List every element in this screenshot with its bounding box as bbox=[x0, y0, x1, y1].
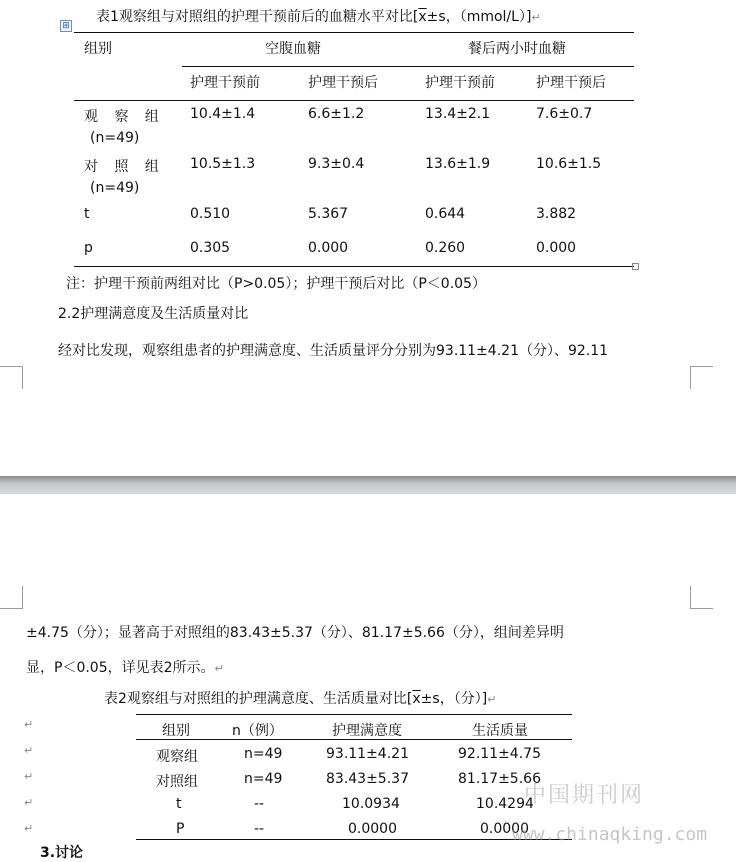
table1-cell: 0.000 bbox=[308, 240, 349, 256]
table1-cell: 0.305 bbox=[190, 240, 231, 256]
paragraph-line bbox=[26, 657, 224, 677]
table2-cell: 10.0934 bbox=[342, 796, 400, 812]
table1-cell: 0.510 bbox=[190, 206, 231, 222]
table1-mid-rule bbox=[182, 66, 634, 67]
watermark-url: www.chinaqking.com bbox=[512, 824, 708, 845]
table2-header-cell: n（例） bbox=[232, 723, 283, 739]
page-break-gap bbox=[0, 476, 736, 494]
table1-note: 注：护理干预前两组对比（P>0.05）；护理干预后对比（P＜0.05） bbox=[66, 276, 486, 292]
table2-cell: 观察组 bbox=[156, 749, 198, 765]
paragraph-mark-icon: ↵ bbox=[24, 770, 34, 783]
table1-title-suffix: ±s，（mmol/L）] bbox=[426, 9, 532, 25]
table1-header-group: 组别 bbox=[84, 41, 112, 57]
table1-title bbox=[96, 6, 541, 26]
table1-header-rule bbox=[74, 100, 634, 101]
table1-cell: 0.260 bbox=[425, 240, 466, 256]
table1-cell: 0.644 bbox=[425, 206, 466, 222]
table1-cell: 7.6±0.7 bbox=[536, 106, 593, 122]
table2-cell: n=49 bbox=[244, 771, 283, 787]
table1-cell: 13.6±1.9 bbox=[425, 156, 491, 172]
table2-title-suffix: ±s，（分）] bbox=[420, 691, 488, 707]
table1-row-sublabel: (n=49) bbox=[90, 130, 140, 146]
table1-subheader-after-2: 护理干预后 bbox=[536, 75, 606, 91]
table2-header-cell: 生活质量 bbox=[472, 723, 528, 739]
crop-mark-icon bbox=[0, 366, 23, 389]
table1-header-postprandial: 餐后两小时血糖 bbox=[468, 41, 566, 57]
crop-mark-icon bbox=[690, 366, 713, 389]
table2-header-cell: 护理满意度 bbox=[332, 723, 402, 739]
table2-bottom-rule bbox=[136, 839, 572, 840]
watermark-text: 中国期刊网 bbox=[524, 783, 645, 808]
table1-row-sublabel: (n=49) bbox=[90, 180, 140, 196]
table1-header-fasting: 空腹血糖 bbox=[265, 41, 321, 57]
table1-top-rule bbox=[74, 32, 634, 33]
document-page-2 bbox=[0, 494, 736, 861]
table1-row-label: 观 察 组 bbox=[84, 109, 165, 125]
table2-cell: P bbox=[176, 821, 185, 837]
table1-bottom-rule bbox=[74, 266, 634, 267]
mean-symbol: $\overline{x}$ bbox=[412, 691, 421, 707]
paragraph-mark-icon: ↵ bbox=[24, 822, 34, 835]
table1-subheader-after-1: 护理干预后 bbox=[308, 75, 378, 91]
table2-cell: t bbox=[176, 796, 182, 812]
next-section-heading: 3.讨论 bbox=[40, 845, 84, 861]
table1-cell: 0.000 bbox=[536, 240, 577, 256]
table1-row-label: p bbox=[84, 240, 93, 256]
table1-cell: 13.4±2.1 bbox=[425, 106, 491, 122]
mean-symbol: $\overline{x}$ bbox=[418, 9, 427, 25]
table2-cell: 81.17±5.66 bbox=[458, 771, 541, 787]
table2-cell: 10.4294 bbox=[476, 796, 534, 812]
table1-cell: 6.6±1.2 bbox=[308, 106, 365, 122]
paragraph-mark-icon: ↵ bbox=[214, 662, 224, 675]
paragraph-mark-icon: ↵ bbox=[24, 718, 34, 731]
paragraph-line-text: 显，P＜0.05，详见表2所示。 bbox=[26, 660, 215, 676]
table2-title bbox=[104, 688, 496, 708]
table2-top-rule bbox=[136, 714, 572, 715]
table1-row-label: t bbox=[84, 206, 90, 222]
section-heading: 2.2护理满意度及生活质量对比 bbox=[58, 306, 249, 322]
crop-mark-icon bbox=[0, 586, 23, 609]
table1-cell: 3.882 bbox=[536, 206, 577, 222]
table-resize-handle-icon[interactable] bbox=[632, 263, 639, 270]
table2-cell: 0.0000 bbox=[348, 821, 397, 837]
paragraph-mark-icon: ↵ bbox=[24, 744, 34, 757]
table2-cell: 0.0000 bbox=[480, 821, 529, 837]
paragraph-line: 经对比发现，观察组患者的护理满意度、生活质量评分分别为93.11±4.21（分）、92.11 bbox=[58, 343, 609, 359]
table2-cell: n=49 bbox=[244, 746, 283, 762]
table1-cell: 10.6±1.5 bbox=[536, 156, 602, 172]
table1-row-label: 对 照 组 bbox=[84, 159, 165, 175]
table2-cell: -- bbox=[254, 796, 265, 812]
paragraph-mark-icon: ↵ bbox=[24, 796, 34, 809]
paragraph-mark-icon: ↵ bbox=[531, 11, 541, 24]
table2-cell: -- bbox=[254, 821, 265, 837]
table2-cell: 对照组 bbox=[156, 774, 198, 790]
table2-cell: 92.11±4.75 bbox=[458, 746, 541, 762]
table1-cell: 10.4±1.4 bbox=[190, 106, 256, 122]
table2-cell: 93.11±4.21 bbox=[326, 746, 409, 762]
table1-subheader-before-1: 护理干预前 bbox=[190, 75, 260, 91]
table-move-handle-icon[interactable]: ⊞ bbox=[60, 20, 72, 32]
table1-title-text: 表1观察组与对照组的护理干预前后的血糖水平对比[ bbox=[96, 9, 419, 25]
table1-subheader-before-2: 护理干预前 bbox=[425, 75, 495, 91]
table1-cell: 10.5±1.3 bbox=[190, 156, 256, 172]
table2-cell: 83.43±5.37 bbox=[326, 771, 409, 787]
table2-title-text: 表2观察组与对照组的护理满意度、生活质量对比[ bbox=[104, 691, 413, 707]
crop-mark-icon bbox=[690, 586, 713, 609]
paragraph-mark-icon: ↵ bbox=[487, 693, 497, 706]
table2-header-cell: 组别 bbox=[162, 723, 190, 739]
table1-cell: 5.367 bbox=[308, 206, 349, 222]
paragraph-line: ±4.75（分）；显著高于对照组的83.43±5.37（分）、81.17±5.66（分），组间差异明 bbox=[26, 625, 564, 641]
table1-cell: 9.3±0.4 bbox=[308, 156, 365, 172]
